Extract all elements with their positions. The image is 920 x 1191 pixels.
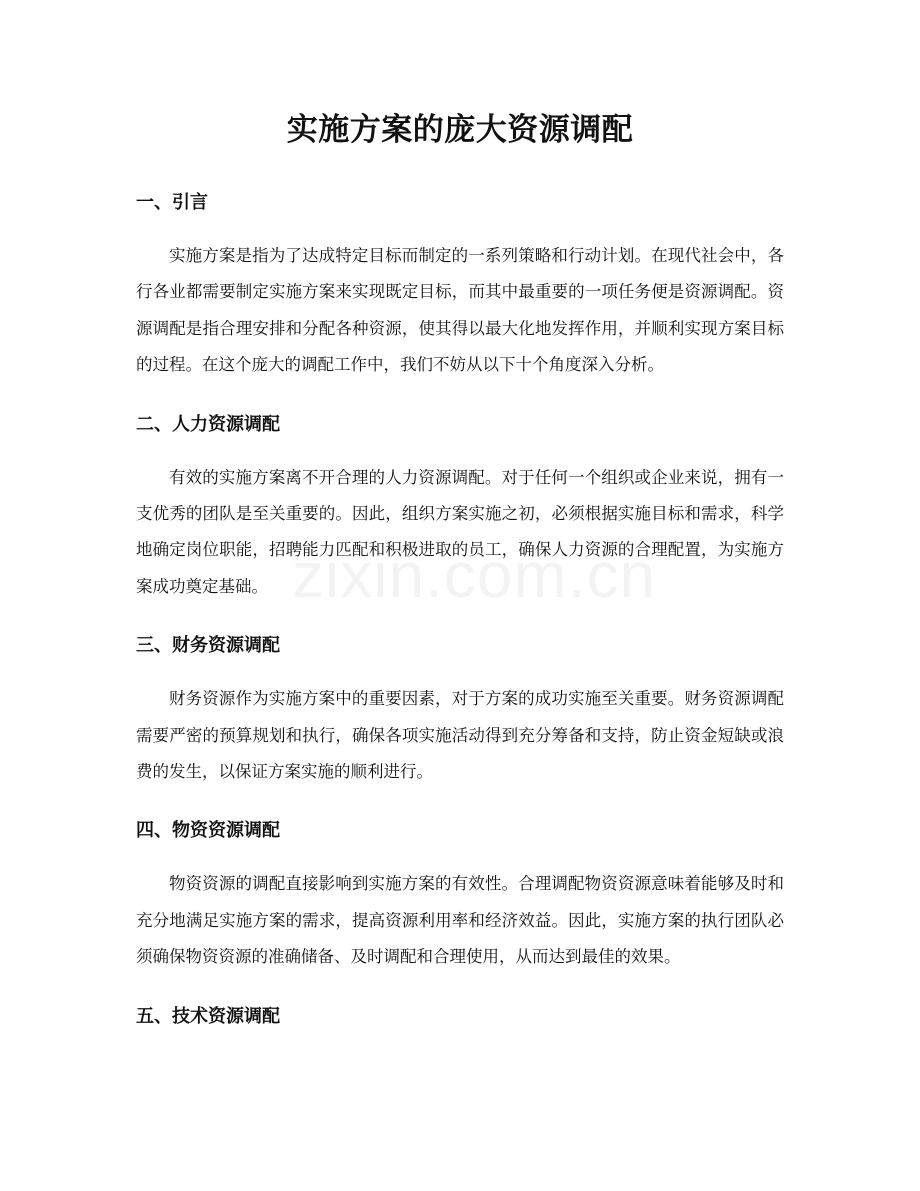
section-paragraph: 财务资源作为实施方案中的重要因素，对于方案的成功实施至关重要。财务资源调配需要严密的预算规划和执行，确保各项实施活动得到充分筹备和支持，防止资金短缺或浪费的发生，以保证方案实施的顺利进行。 <box>136 689 784 782</box>
section-paragraph: 物资资源的调配直接影响到实施方案的有效性。合理调配物资资源意味着能够及时和充分地满足实施方案的需求，提高资源利用率和经济效益。因此，实施方案的执行团队必须确保物资资源的准确储备、及时调配和合理使用，从而达到最佳的效果。 <box>136 874 784 967</box>
section-paragraph: 实施方案是指为了达成特定目标而制定的一系列策略和行动计划。在现代社会中，各行各业都需要制定实施方案来实现既定目标，而其中最重要的一项任务便是资源调配。资源调配是指合理安排和分配各种资源，使其得以最大化地发挥作用，并顺利实现方案目标的过程。在这个庞大的调配工作中，我们不妨从以下十个角度深入分析。 <box>136 246 784 375</box>
section-material-resources <box>136 816 784 975</box>
section-technical-resources <box>136 1002 784 1032</box>
section-heading: 五、技术资源调配 <box>136 1005 280 1027</box>
section-financial-resources <box>136 631 784 790</box>
section-introduction <box>136 188 784 384</box>
section-heading: 四、物资资源调配 <box>136 820 280 842</box>
section-heading: 二、人力资源调配 <box>136 413 280 435</box>
section-heading: 一、引言 <box>136 192 208 213</box>
section-heading: 三、财务资源调配 <box>136 635 280 657</box>
section-paragraph: 有效的实施方案离不开合理的人力资源调配。对于任何一个组织或企业来说，拥有一支优秀的团队是至关重要的。因此，组织方案实施之初，必须根据实施目标和需求，科学地确定岗位职能，招聘能力匹配和积极进取的员工，确保人力资源的合理配置，为实施方案成功奠定基础。 <box>136 467 784 596</box>
document-title: 实施方案的庞大资源调配 <box>286 112 634 148</box>
section-human-resources <box>136 410 784 606</box>
document-content <box>136 100 784 1032</box>
